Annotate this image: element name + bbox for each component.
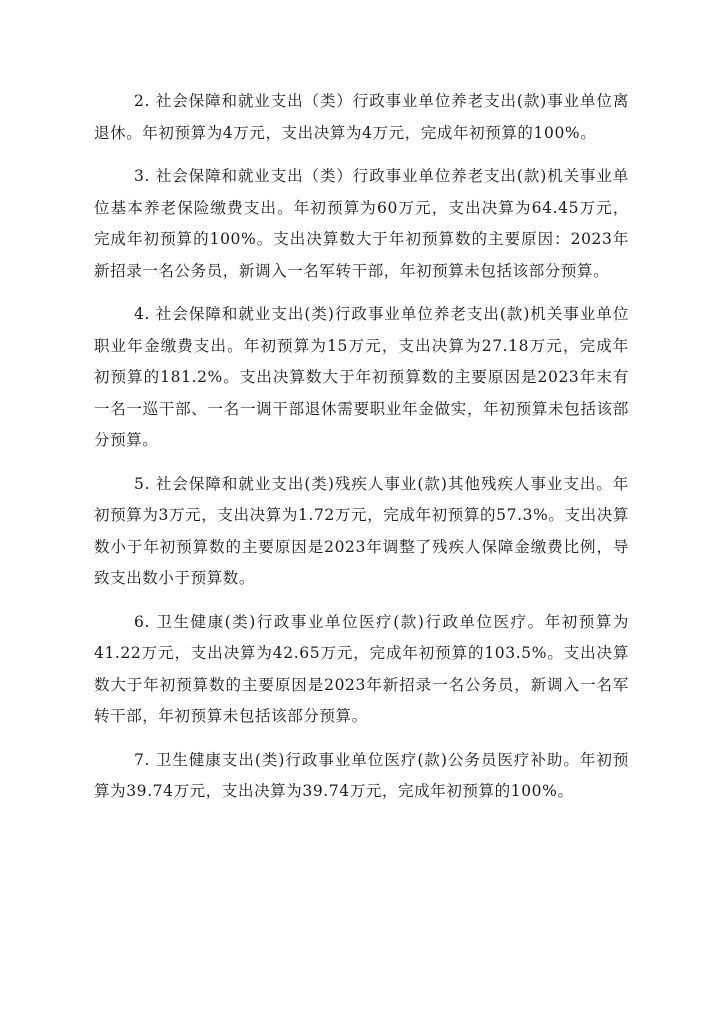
paragraph-item-7: 7. 卫生健康支出(类)行政事业单位医疗(款)公务员医疗补助。年初预算为39.74万元，支出决算为39.74万元，完成年初预算的100%。 <box>94 750 629 800</box>
paragraph-item-5: 5. 社会保障和就业支出(类)残疾人事业(款)其他残疾人事业支出。年初预算为3万元，支出决算为1.72万元，完成年初预算的57.3%。支出决算数小于年初预算数的主要原因是2023年调整了残疾人保障金缴费比例，导致支出数小于预算数。 <box>94 474 629 587</box>
paragraph-item-3: 3. 社会保障和就业支出（类）行政事业单位养老支出(款)机关事业单位基本养老保险缴费支出。年初预算为60万元，支出决算为64.45万元，完成年初预算的100%。支出决算数大于年初预算数的主要原因：2023年新招录一名公务员，新调入一名军转干部，年初预算未包括该部分预算。 <box>94 167 629 280</box>
paragraph-item-6: 6. 卫生健康(类)行政事业单位医疗(款)行政单位医疗。年初预算为41.22万元，支出决算为42.65万元，完成年初预算的103.5%。支出决算数大于年初预算数的主要原因是2023年新招录一名公务员，新调入一名军转干部，年初预算未包括该部分预算。 <box>94 612 629 725</box>
paragraph-item-4: 4. 社会保障和就业支出(类)行政事业单位养老支出(款)机关事业单位职业年金缴费支出。年初预算为15万元，支出决算为27.18万元，完成年初预算的181.2%。支出决算数大于年初预算数的主要原因是2023年末有一名一巡干部、一名一调干部退休需要职业年金做实，年初预算未包括该部分预算。 <box>94 305 629 449</box>
document-body <box>94 86 629 820</box>
paragraph-item-2: 2. 社会保障和就业支出（类）行政事业单位养老支出(款)事业单位离退休。年初预算为4万元，支出决算为4万元，完成年初预算的100%。 <box>94 92 629 142</box>
